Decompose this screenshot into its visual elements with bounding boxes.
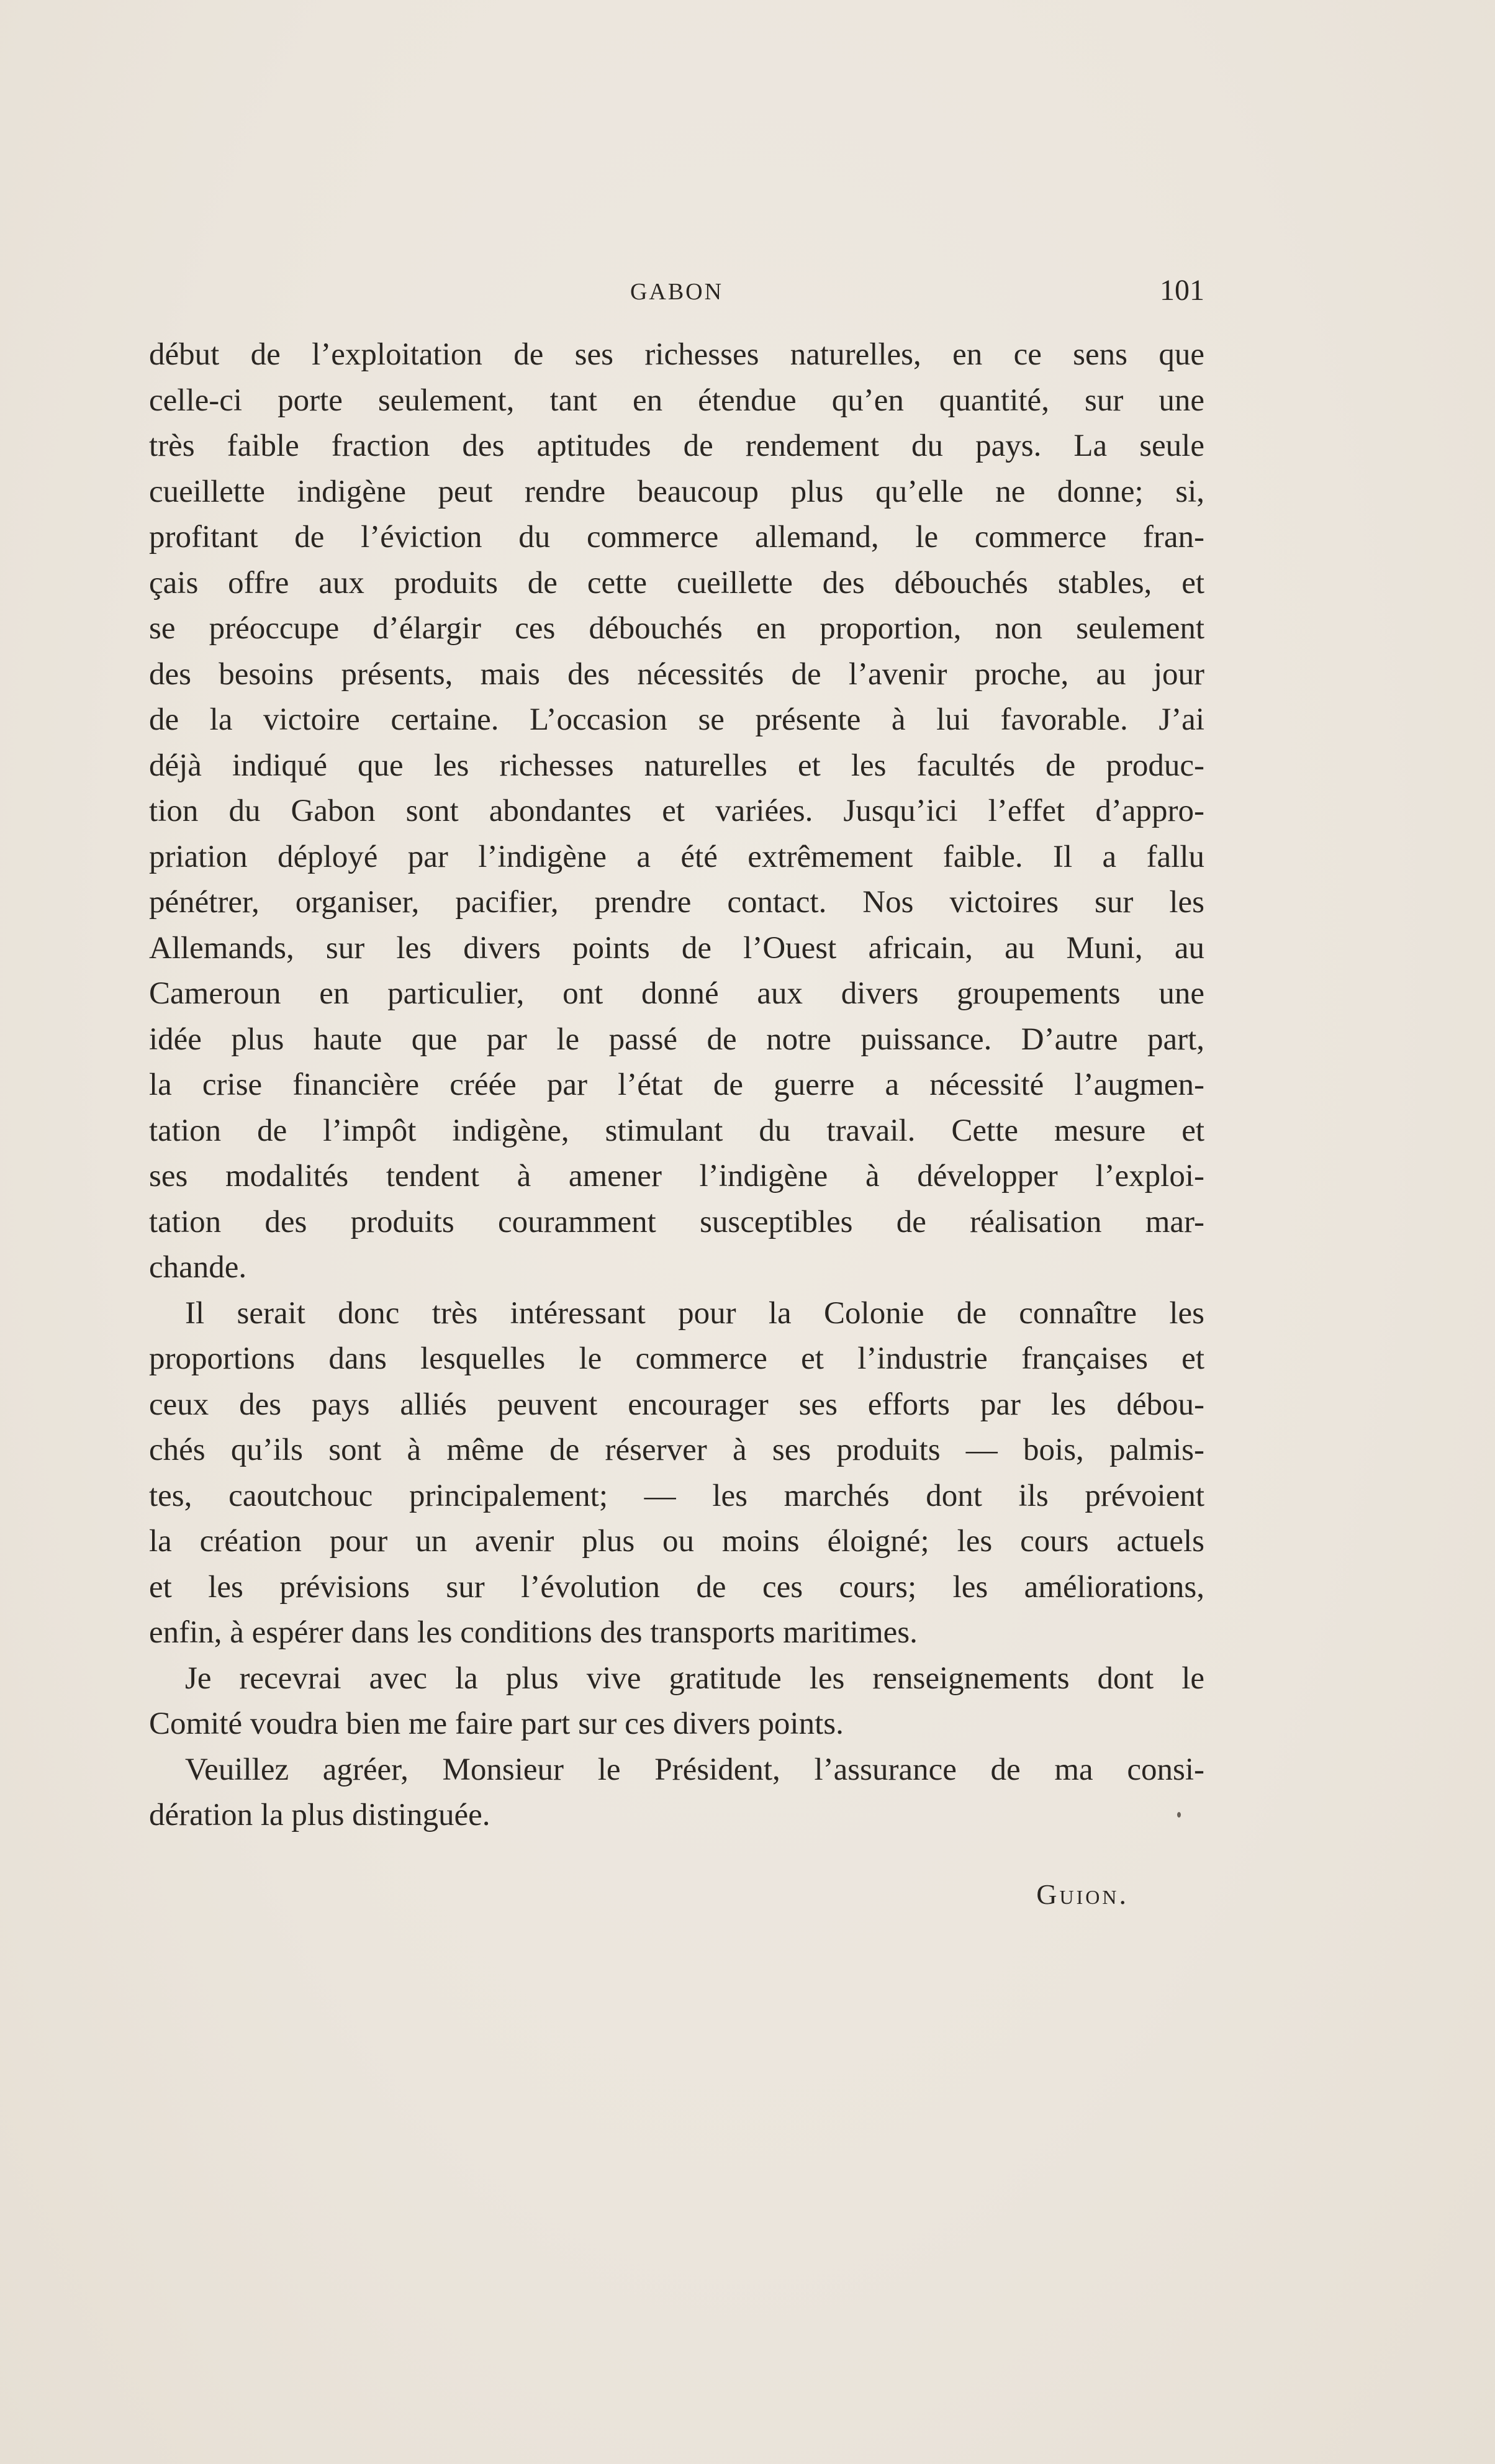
text-line: chande. bbox=[149, 1250, 247, 1285]
text-line: Il serait donc très intéressant pour la Colonie de connaître les bbox=[185, 1295, 1204, 1331]
text-line: ses modalités tendent à amener l’indigène à développer l’exploi- bbox=[149, 1159, 1204, 1194]
text-line: déjà indiqué que les richesses naturelles et les facultés de produc- bbox=[149, 748, 1204, 783]
running-title: GABON bbox=[630, 279, 724, 305]
text-line: Allemands, sur les divers points de l’Ouest africain, au Muni, au bbox=[149, 930, 1204, 966]
text-line: ceux des pays alliés peuvent encourager ses efforts par les débou- bbox=[149, 1387, 1204, 1422]
text-line: très faible fraction des aptitudes de rendement du pays. La seule bbox=[149, 428, 1204, 463]
text-line: enfin, à espérer dans les conditions des transports maritimes. bbox=[149, 1615, 918, 1650]
text-line: tion du Gabon sont abondantes et variées. Jusqu’ici l’effet d’appro- bbox=[149, 794, 1204, 828]
text-line: chés qu’ils sont à même de réserver à ses produits — bois, palmis- bbox=[149, 1433, 1204, 1467]
text-line: la crise financière créée par l’état de guerre a nécessité l’augmen- bbox=[149, 1067, 1204, 1102]
text-line: idée plus haute que par le passé de notre puissance. D’autre part, bbox=[149, 1021, 1204, 1057]
text-line: celle-ci porte seulement, tant en étendue qu’en quantité, sur une bbox=[149, 383, 1204, 418]
text-line: la création pour un avenir plus ou moins éloigné; les cours actuels bbox=[149, 1524, 1204, 1559]
text-line: des besoins présents, mais des nécessités de l’avenir proche, au jour bbox=[149, 656, 1204, 692]
text-line: cueillette indigène peut rendre beaucoup plus qu’elle ne donne; si, bbox=[149, 474, 1204, 509]
text-line: proportions dans lesquelles le commerce et l’industrie françaises et bbox=[149, 1341, 1204, 1376]
text-line: Veuillez agréer, Monsieur le Président, l’assurance de ma consi- bbox=[185, 1752, 1204, 1787]
text-line: de la victoire certaine. L’occasion se présente à lui favorable. J’ai bbox=[149, 702, 1204, 737]
text-line: tation de l’impôt indigène, stimulant du travail. Cette mesure et bbox=[149, 1113, 1204, 1148]
body-text bbox=[149, 332, 1204, 1839]
text-line: dération la plus distinguée. bbox=[149, 1798, 490, 1832]
text-line: profitant de l’éviction du commerce allemand, le commerce fran- bbox=[149, 520, 1204, 555]
text-line: tation des produits couramment susceptibles de réalisation mar- bbox=[149, 1204, 1204, 1239]
text-line: Je recevrai avec la plus vive gratitude les renseignements dont le bbox=[185, 1660, 1204, 1696]
text-line: çais offre aux produits de cette cueillette des débouchés stables, et bbox=[149, 565, 1204, 600]
text-line: priation déployé par l’indigène a été extrêmement faible. Il a fallu bbox=[149, 839, 1204, 874]
text-line: se préoccupe d’élargir ces débouchés en proportion, non seulement bbox=[149, 611, 1204, 646]
text-line: tes, caoutchouc principalement; — les marchés dont ils prévoient bbox=[149, 1478, 1204, 1513]
text-line: Comité voudra bien me faire part sur ces divers points. bbox=[149, 1706, 844, 1741]
ink-speck bbox=[1177, 1812, 1181, 1818]
signature: Guion. bbox=[1036, 1878, 1129, 1910]
running-head bbox=[149, 273, 1204, 310]
text-line: et les prévisions sur l’évolution de ces cours; les améliorations, bbox=[149, 1569, 1204, 1605]
text-line: début de l’exploitation de ses richesses naturelles, en ce sens que bbox=[149, 337, 1204, 372]
text-line: pénétrer, organiser, pacifier, prendre contact. Nos victoires sur les bbox=[149, 885, 1204, 920]
page-number: 101 bbox=[1160, 274, 1204, 307]
text-line: Cameroun en particulier, ont donné aux divers groupements une bbox=[149, 976, 1204, 1011]
